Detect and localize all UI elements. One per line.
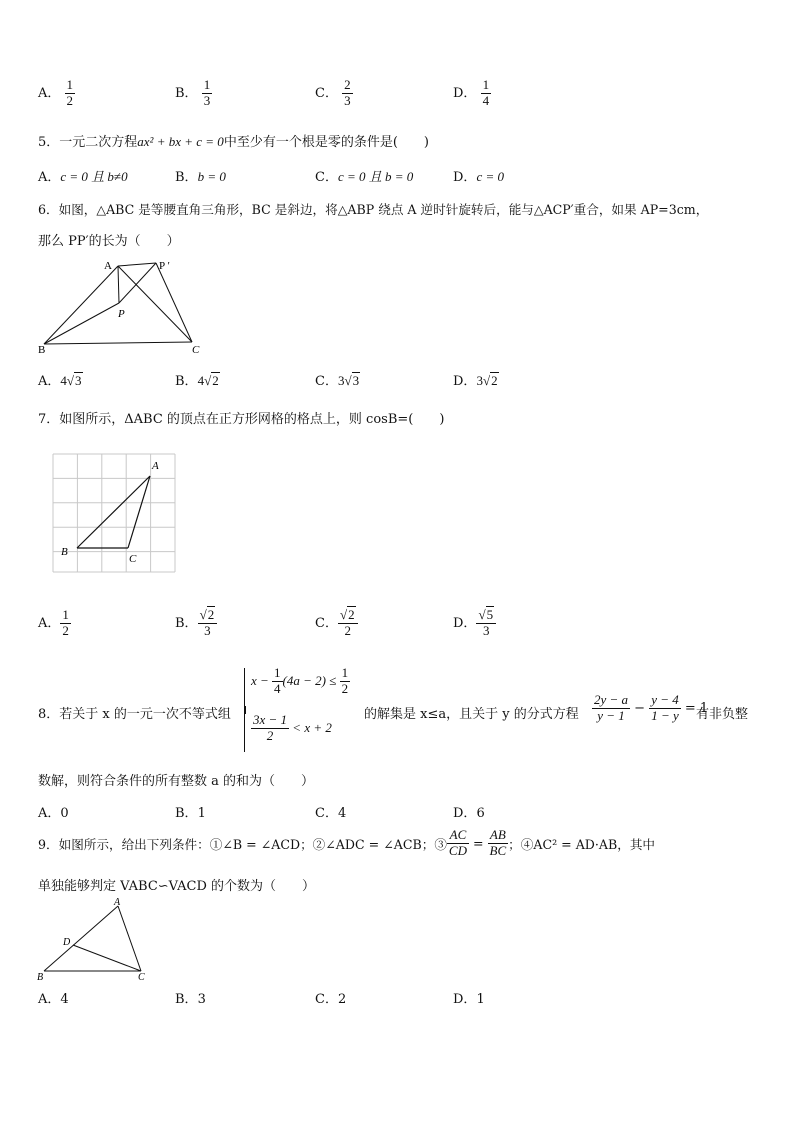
q7-option-b: B． $\frac{√2}{3}$ [175,608,217,639]
q7-stem: 7．如图所示，ΔABC 的顶点在正方形网格的格点上，则 cosB=( ) [38,412,445,427]
segment-p-prime-c [156,263,192,342]
segment-bp [44,303,119,344]
label-d: D [63,937,71,948]
label-b: B [37,972,44,983]
q8-option-c: C．4 [315,806,347,821]
segment-pp-prime [119,263,156,303]
q6-option-a: A．4√3 [38,373,82,389]
q7-figure [50,452,180,576]
q9-option-a: A．4 [38,992,69,1007]
q4-option-a: A． $\frac{1}{2}$ [38,77,74,108]
label-a: A [104,260,112,272]
fraction: $\frac{√2}{2}$ [338,608,358,639]
label-b: B [61,546,68,558]
q8-fraction-equation: $\frac{2y - a}{y - 1}$ − $\frac{y - 4}{1 - y}$ = 1 [594,692,709,723]
q9-stem-line2: 单独能够判定 VABC∽VACD 的个数为（ ） [38,879,316,894]
q6-option-d: D．3√2 [453,373,498,389]
q9-figure [36,896,156,984]
q6-option-c: C．3√3 [315,373,360,389]
segment-ap [118,266,119,303]
label-c: C [192,344,200,356]
q6-figure [36,256,206,356]
label-b: B [38,344,46,356]
fraction: $\frac{√2}{3}$ [198,608,218,639]
segment-ac [118,906,141,971]
fraction: $\frac{2}{3}$ [344,77,351,108]
q8-option-a: A．0 [38,806,69,821]
label-c: C [138,972,145,983]
q4-option-c: C． $\frac{2}{3}$ [315,77,351,108]
q6-stem-line2: 那么 PP′的长为（ ） [38,234,180,249]
label-p: P [118,308,125,320]
q7-option-a: A． $\frac{1}{2}$ [38,607,69,638]
q4-option-d: D． $\frac{1}{4}$ [453,77,490,108]
q8-middle: 的解集是 x≤a，且关于 y 的分式方程 [364,707,579,722]
q9-option-c: C．2 [315,992,347,1007]
segment-bc [44,342,192,344]
label-p-prime: P ′ [159,260,170,272]
fraction: $\frac{√5}{3}$ [476,608,496,639]
fraction: $\frac{1}{2}$ [62,607,69,638]
q5-option-a: A．c = 0 且 b≠0 [38,169,128,185]
q6-option-b: B．4√2 [175,373,219,389]
q8-option-d: D．6 [453,806,485,821]
segment-ab [44,266,118,344]
q6-stem-line1: 6．如图，△ABC 是等腰直角三角形，BC 是斜边，将△ABP 绕点 A 逆时针旋转后，能与△ACP′重合，如果 AP=3cm， [38,202,709,217]
q8-inequality-2: $\frac{3x - 1}{2}$ < x + 2 [253,712,332,743]
q8-prefix: 8．若关于 x 的一元一次不等式组 [38,707,231,722]
label-c: C [129,553,137,565]
label-a: A [152,460,159,472]
fraction: $\frac{1}{2}$ [341,665,349,696]
segment-ab [44,906,118,971]
q7-option-d: D． $\frac{√5}{3}$ [453,608,496,639]
q9-stem-line1: 9．如图所示，给出下列条件：①∠B = ∠ACD；②∠ADC = ∠ACB；③ $\frac{AC}{CD}$ = $\frac{AB}{BC}$ ；④AC² = AD·AB，其中 [38,827,656,858]
label-a: A [114,897,121,908]
fraction: $\frac{y - 4}{1 - y}$ [651,692,679,723]
q5-option-b: B．b = 0 [175,169,226,185]
segment-ap-prime [118,263,156,266]
q8-inequality-1: x − $\frac{1}{4}$ (4a − 2) ≤ $\frac{1}{2}$ [251,665,349,696]
q9-option-b: B．3 [175,992,206,1007]
fraction: $\frac{1}{2}$ [66,77,74,108]
q8-stem-line2: 数解，则符合条件的所有整数 a 的和为（ ） [38,774,315,789]
fraction: $\frac{AB}{BC}$ [489,827,507,858]
fraction: $\frac{1}{4}$ [274,665,281,696]
q9-option-d: D．1 [453,992,485,1007]
fraction: $\frac{3x - 1}{2}$ [253,712,288,743]
fraction: $\frac{AC}{CD}$ [448,827,467,858]
system-brace [244,668,245,752]
fraction: $\frac{2y - a}{y - 1}$ [594,692,629,723]
segment-dc [73,945,141,971]
q4-option-b: B． $\frac{1}{3}$ [175,77,211,108]
q5-stem: 5．一元二次方程ax² + bx + c = 0中至少有一个根是零的条件是( ) [38,134,429,150]
q7-option-c: C． $\frac{√2}{2}$ [315,608,358,639]
q8-suffix: 有非负整 [696,707,749,722]
segment-ac [118,266,192,342]
fraction: $\frac{1}{4}$ [482,77,490,108]
q5-option-d: D．c = 0 [453,169,504,185]
fraction: $\frac{1}{3}$ [203,77,211,108]
q5-option-c: C．c = 0 且 b = 0 [315,169,414,185]
q8-option-b: B．1 [175,806,206,821]
